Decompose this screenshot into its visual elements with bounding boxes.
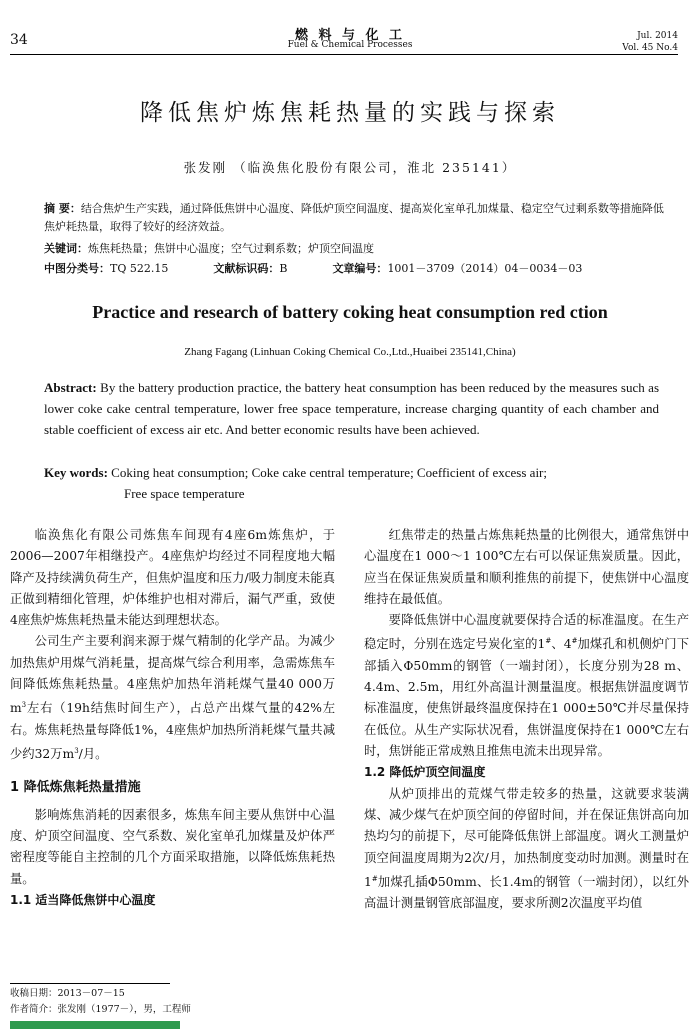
- keywords-cn-label: 关键词：: [44, 242, 88, 255]
- doc-code-value: B: [279, 262, 288, 275]
- subsection-heading: 1.1 适当降低焦饼中心温度: [10, 892, 156, 907]
- authors-en: Zhang Fagang (Linhuan Coking Chemical Co.,Ltd.,Huaibei 235141,China): [184, 346, 516, 358]
- journal-title-cn: 燃 料 与 化 工: [294, 28, 406, 43]
- issue-info: [622, 30, 678, 54]
- footnote-author-bio: 作者简介：张发刚（1977－），男，工程师: [10, 1004, 191, 1015]
- keywords-en-line1: Coking heat consumption; Coke cake central temperature; Coefficient of excess air;: [107, 465, 548, 480]
- subsection-heading: 1.2 降低炉顶空间温度: [364, 765, 486, 780]
- paper-title-en: Practice and research of battery coking heat consumption red ction: [92, 302, 608, 322]
- body-column-right: [364, 525, 689, 915]
- abstract-en-text: By the battery production practice, the battery heat consumption has been reduced by the measures such as lower coke cake central temperature, lower free space temperature, increase charging quantity of each chamber and stable coefficient of excess air etc. And better economic results have been achieved.: [44, 380, 659, 437]
- abstract-cn-label: 摘 要：: [44, 202, 81, 215]
- doc-code-label: 文献标识码：: [213, 262, 280, 275]
- page-number: 34: [10, 32, 28, 48]
- paragraph: 要降低焦饼中心温度就要保持合适的标准温度。在生产稳定时，分别在选定号炭化室的1#、4#加煤孔和机侧炉门下部插入Φ50mm的钢管（一端封闭），长度分别为28 m、4.4m、2.5m，用红外高温计测量温度。根据焦饼温度调节标准温度，使焦饼最终温度保持在1 000±50℃并尽量保持在低位。从生产实际状况看，焦饼温度保持在1 000℃左右时，焦饼能正常成熟且推焦电流未出现异常。: [364, 613, 689, 759]
- footnote-received: 收稿日期：2013－07－15: [10, 988, 125, 999]
- article-no-label: 文章编号：: [332, 262, 388, 275]
- header-rule: [10, 54, 678, 55]
- keywords-en-label: Key words:: [44, 465, 108, 480]
- paragraph: 公司生产主要利润来源于煤气精制的化学产品。为减少加热焦炉用煤气消耗量，提高煤气综合利用率，急需炼焦车间降低炼焦耗热量。4座焦炉加热年消耗煤气量40 000万$m^3$左右（19h结焦时间生产），占总产出煤气量的42%左右。炼焦耗热量每降低1%，4座焦炉加热所消耗煤气量共减少约32万$m^3/$月。: [10, 634, 335, 762]
- issue-volume: Vol. 45 No.4: [622, 43, 678, 53]
- body-column-left: [10, 525, 335, 911]
- classification-line: [44, 260, 664, 278]
- footer-color-bar: [10, 1021, 180, 1029]
- abstract-en-label: Abstract:: [44, 380, 97, 395]
- keywords-cn: [44, 240, 664, 258]
- paragraph: 红焦带走的热量占炼焦耗热量的比例很大，通常焦饼中心温度在1 000～1 100℃左右可以保证焦炭质量。因此，应当在保证焦炭质量和顺利推焦的前提下，使焦饼中心温度维持在最低值。: [364, 528, 689, 606]
- paragraph: 影响炼焦消耗的因素很多，炼焦车间主要从焦饼中心温度、炉顶空间温度、空气系数、炭化室单孔加煤量及炉体严密程度等能自主控制的几个方面采取措施，以降低炼焦耗热量。: [10, 807, 335, 886]
- article-no-value: 1001－3709（2014）04－0034－03: [387, 262, 583, 275]
- journal-title-en: Fuel & Chemical Processes: [287, 40, 413, 50]
- paper-title-cn: 降低焦炉炼焦耗热量的实践与探索: [140, 100, 560, 126]
- keywords-en: [44, 462, 659, 504]
- paragraph: 临涣焦化有限公司炼焦车间现有4座6m炼焦炉，于2006—2007年相继投产。4座焦炉均经过不同程度地大幅降产及持续满负荷生产，但焦炉温度和压力/吸力制度未能真正做到精细化管理，炉体维护也相对滞后，漏气严重，致使4座焦炉炼焦耗热量未能达到理想状态。: [10, 528, 335, 628]
- abstract-en: [44, 377, 659, 440]
- paragraph: 从炉顶排出的荒煤气带走较多的热量，这就要求装满煤、减少煤气在炉顶空间的停留时间，并在保证焦饼高向加热均匀的前提下，尽可能降低焦饼上部温度。调火工测量炉顶空间温度周期为2次/月，加热制度变动时加测。测量时在1#加煤孔插Φ50mm、长1.4m的钢管（一端封闭），以红外高温计测量钢管底部温度，要求所测2次温度平均值: [364, 786, 689, 911]
- clc-label: 中图分类号：: [44, 262, 110, 275]
- issue-date: Jul. 2014: [637, 31, 678, 41]
- keywords-en-line2: Free space temperature: [124, 486, 245, 501]
- clc-value: TQ 522.15: [110, 262, 169, 275]
- abstract-cn: [44, 200, 664, 236]
- keywords-cn-text: 炼焦耗热量；焦饼中心温度；空气过剩系数；炉顶空间温度: [88, 242, 374, 255]
- footnote-rule: [10, 983, 170, 984]
- authors-cn: 张发刚 （临涣焦化股份有限公司，淮北 235141）: [183, 160, 517, 175]
- section-heading: 1 降低炼焦耗热量措施: [10, 780, 141, 796]
- abstract-cn-text: 结合焦炉生产实践，通过降低焦饼中心温度、降低炉顶空间温度、提高炭化室单孔加煤量、稳定空气过剩系数等措施降低焦炉耗热量，取得了较好的经济效益。: [44, 202, 664, 233]
